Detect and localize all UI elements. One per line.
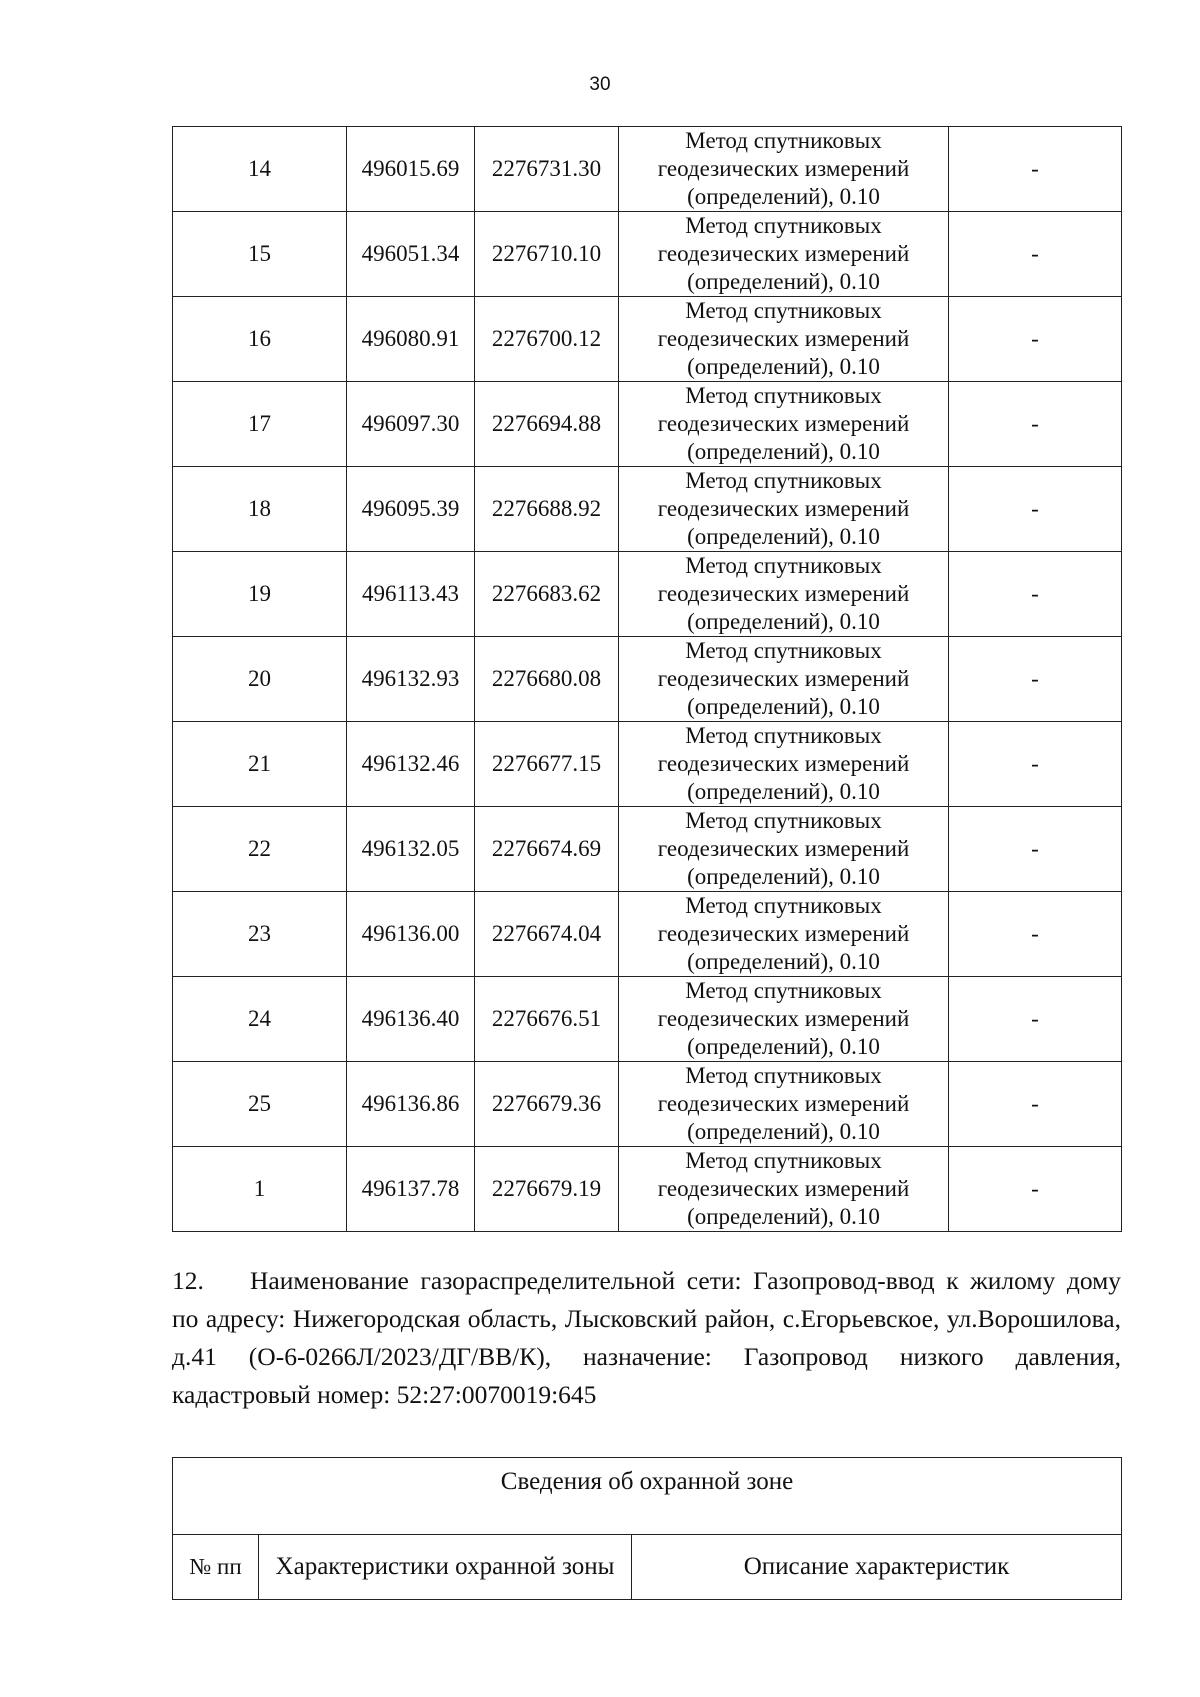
point-number-cell: 22 [173,807,347,892]
x-coordinate-cell: 496132.93 [347,637,475,722]
method-line: Метод спутниковых [685,978,882,1003]
note-cell: - [949,297,1122,382]
table-row [173,382,1122,467]
table-row [173,1062,1122,1147]
method-line: геодезических измерений [657,1176,910,1201]
method-cell [619,807,949,892]
table-row [173,212,1122,297]
network-description [172,1262,1121,1414]
method-line: Метод спутниковых [685,128,882,153]
table-row [173,722,1122,807]
method-cell [619,722,949,807]
method-line: Метод спутниковых [685,723,882,748]
method-line: Метод спутниковых [685,1063,882,1088]
note-cell: - [949,1062,1122,1147]
method-cell [619,892,949,977]
point-number-cell: 24 [173,977,347,1062]
method-line: (определений), 0.10 [687,609,880,634]
point-number-cell: 20 [173,637,347,722]
method-line: геодезических измерений [657,156,910,181]
coordinates-table [172,126,1122,1232]
y-coordinate-cell: 2276677.15 [475,722,619,807]
method-line: Метод спутниковых [685,638,882,663]
column-header-characteristics: Характеристики охранной зоны [259,1535,632,1600]
point-number-cell: 25 [173,1062,347,1147]
x-coordinate-cell: 496132.46 [347,722,475,807]
x-coordinate-cell: 496095.39 [347,467,475,552]
table-row [173,552,1122,637]
x-coordinate-cell: 496136.86 [347,1062,475,1147]
method-cell [619,212,949,297]
point-number-cell: 23 [173,892,347,977]
method-line: (определений), 0.10 [687,864,880,889]
method-line: геодезических измерений [657,581,910,606]
method-line: Метод спутниковых [685,213,882,238]
method-cell [619,552,949,637]
point-number-cell: 17 [173,382,347,467]
note-cell: - [949,552,1122,637]
y-coordinate-cell: 2276683.62 [475,552,619,637]
x-coordinate-cell: 496132.05 [347,807,475,892]
note-cell: - [949,892,1122,977]
zone-table-title: Сведения об охранной зоне [173,1458,1122,1535]
method-cell [619,1147,949,1232]
y-coordinate-cell: 2276679.19 [475,1147,619,1232]
point-number-cell: 21 [173,722,347,807]
note-cell: - [949,1147,1122,1232]
note-cell: - [949,382,1122,467]
method-line: (определений), 0.10 [687,184,880,209]
x-coordinate-cell: 496051.34 [347,212,475,297]
method-line: (определений), 0.10 [687,269,880,294]
page-number: 30 [589,74,611,95]
note-cell: - [949,807,1122,892]
y-coordinate-cell: 2276680.08 [475,637,619,722]
method-cell [619,977,949,1062]
method-line: Метод спутниковых [685,893,882,918]
point-number-cell: 18 [173,467,347,552]
point-number-cell: 16 [173,297,347,382]
y-coordinate-cell: 2276676.51 [475,977,619,1062]
method-line: (определений), 0.10 [687,1204,880,1229]
y-coordinate-cell: 2276679.36 [475,1062,619,1147]
table-row [173,977,1122,1062]
method-line: геодезических измерений [657,836,910,861]
table-row [173,892,1122,977]
protection-zone-table [172,1457,1122,1600]
method-line: (определений), 0.10 [687,439,880,464]
paragraph-text: Наименование газораспределительной сети: Газопровод-ввод к жилому дому по адресу: Нижегородская область, Лысковский район, с.Егорьевское, ул.Ворошилова, д.41 (О-6-0266Л/2023/ДГ/ВВ/К), назначение: Газопровод низкого давления, кадастровый номер: 52:27:0070019:645 [172,1266,1121,1409]
method-line: (определений), 0.10 [687,694,880,719]
method-cell [619,637,949,722]
method-line: Метод спутниковых [685,1148,882,1173]
method-line: (определений), 0.10 [687,1034,880,1059]
point-number-cell: 14 [173,127,347,212]
point-number-cell: 15 [173,212,347,297]
method-line: Метод спутниковых [685,468,882,493]
method-cell [619,467,949,552]
column-header-number: № пп [173,1535,259,1600]
method-line: Метод спутниковых [685,383,882,408]
method-line: Метод спутниковых [685,298,882,323]
note-cell: - [949,467,1122,552]
table-row [173,297,1122,382]
method-cell [619,382,949,467]
table-row [173,1147,1122,1232]
point-number-cell: 19 [173,552,347,637]
method-line: геодезических измерений [657,921,910,946]
x-coordinate-cell: 496137.78 [347,1147,475,1232]
note-cell: - [949,977,1122,1062]
x-coordinate-cell: 496015.69 [347,127,475,212]
method-line: геодезических измерений [657,326,910,351]
y-coordinate-cell: 2276674.04 [475,892,619,977]
y-coordinate-cell: 2276700.12 [475,297,619,382]
method-line: (определений), 0.10 [687,949,880,974]
method-cell [619,1062,949,1147]
method-line: геодезических измерений [657,751,910,776]
method-line: геодезических измерений [657,411,910,436]
method-line: (определений), 0.10 [687,1119,880,1144]
method-cell [619,297,949,382]
y-coordinate-cell: 2276731.30 [475,127,619,212]
y-coordinate-cell: 2276674.69 [475,807,619,892]
method-line: (определений), 0.10 [687,524,880,549]
x-coordinate-cell: 496113.43 [347,552,475,637]
x-coordinate-cell: 496136.40 [347,977,475,1062]
note-cell: - [949,212,1122,297]
note-cell: - [949,637,1122,722]
method-line: геодезических измерений [657,1006,910,1031]
y-coordinate-cell: 2276688.92 [475,467,619,552]
table-row [173,807,1122,892]
method-line: геодезических измерений [657,666,910,691]
method-line: геодезических измерений [657,496,910,521]
x-coordinate-cell: 496080.91 [347,297,475,382]
method-cell [619,127,949,212]
column-header-description: Описание характеристик [632,1535,1122,1600]
table-row [173,467,1122,552]
paragraph-number: 12. [172,1266,204,1295]
method-line: геодезических измерений [657,241,910,266]
y-coordinate-cell: 2276710.10 [475,212,619,297]
y-coordinate-cell: 2276694.88 [475,382,619,467]
table-row [173,637,1122,722]
method-line: (определений), 0.10 [687,354,880,379]
table-row [173,127,1122,212]
point-number-cell: 1 [173,1147,347,1232]
method-line: Метод спутниковых [685,553,882,578]
note-cell: - [949,127,1122,212]
note-cell: - [949,722,1122,807]
x-coordinate-cell: 496136.00 [347,892,475,977]
x-coordinate-cell: 496097.30 [347,382,475,467]
method-line: (определений), 0.10 [687,779,880,804]
method-line: геодезических измерений [657,1091,910,1116]
method-line: Метод спутниковых [685,808,882,833]
